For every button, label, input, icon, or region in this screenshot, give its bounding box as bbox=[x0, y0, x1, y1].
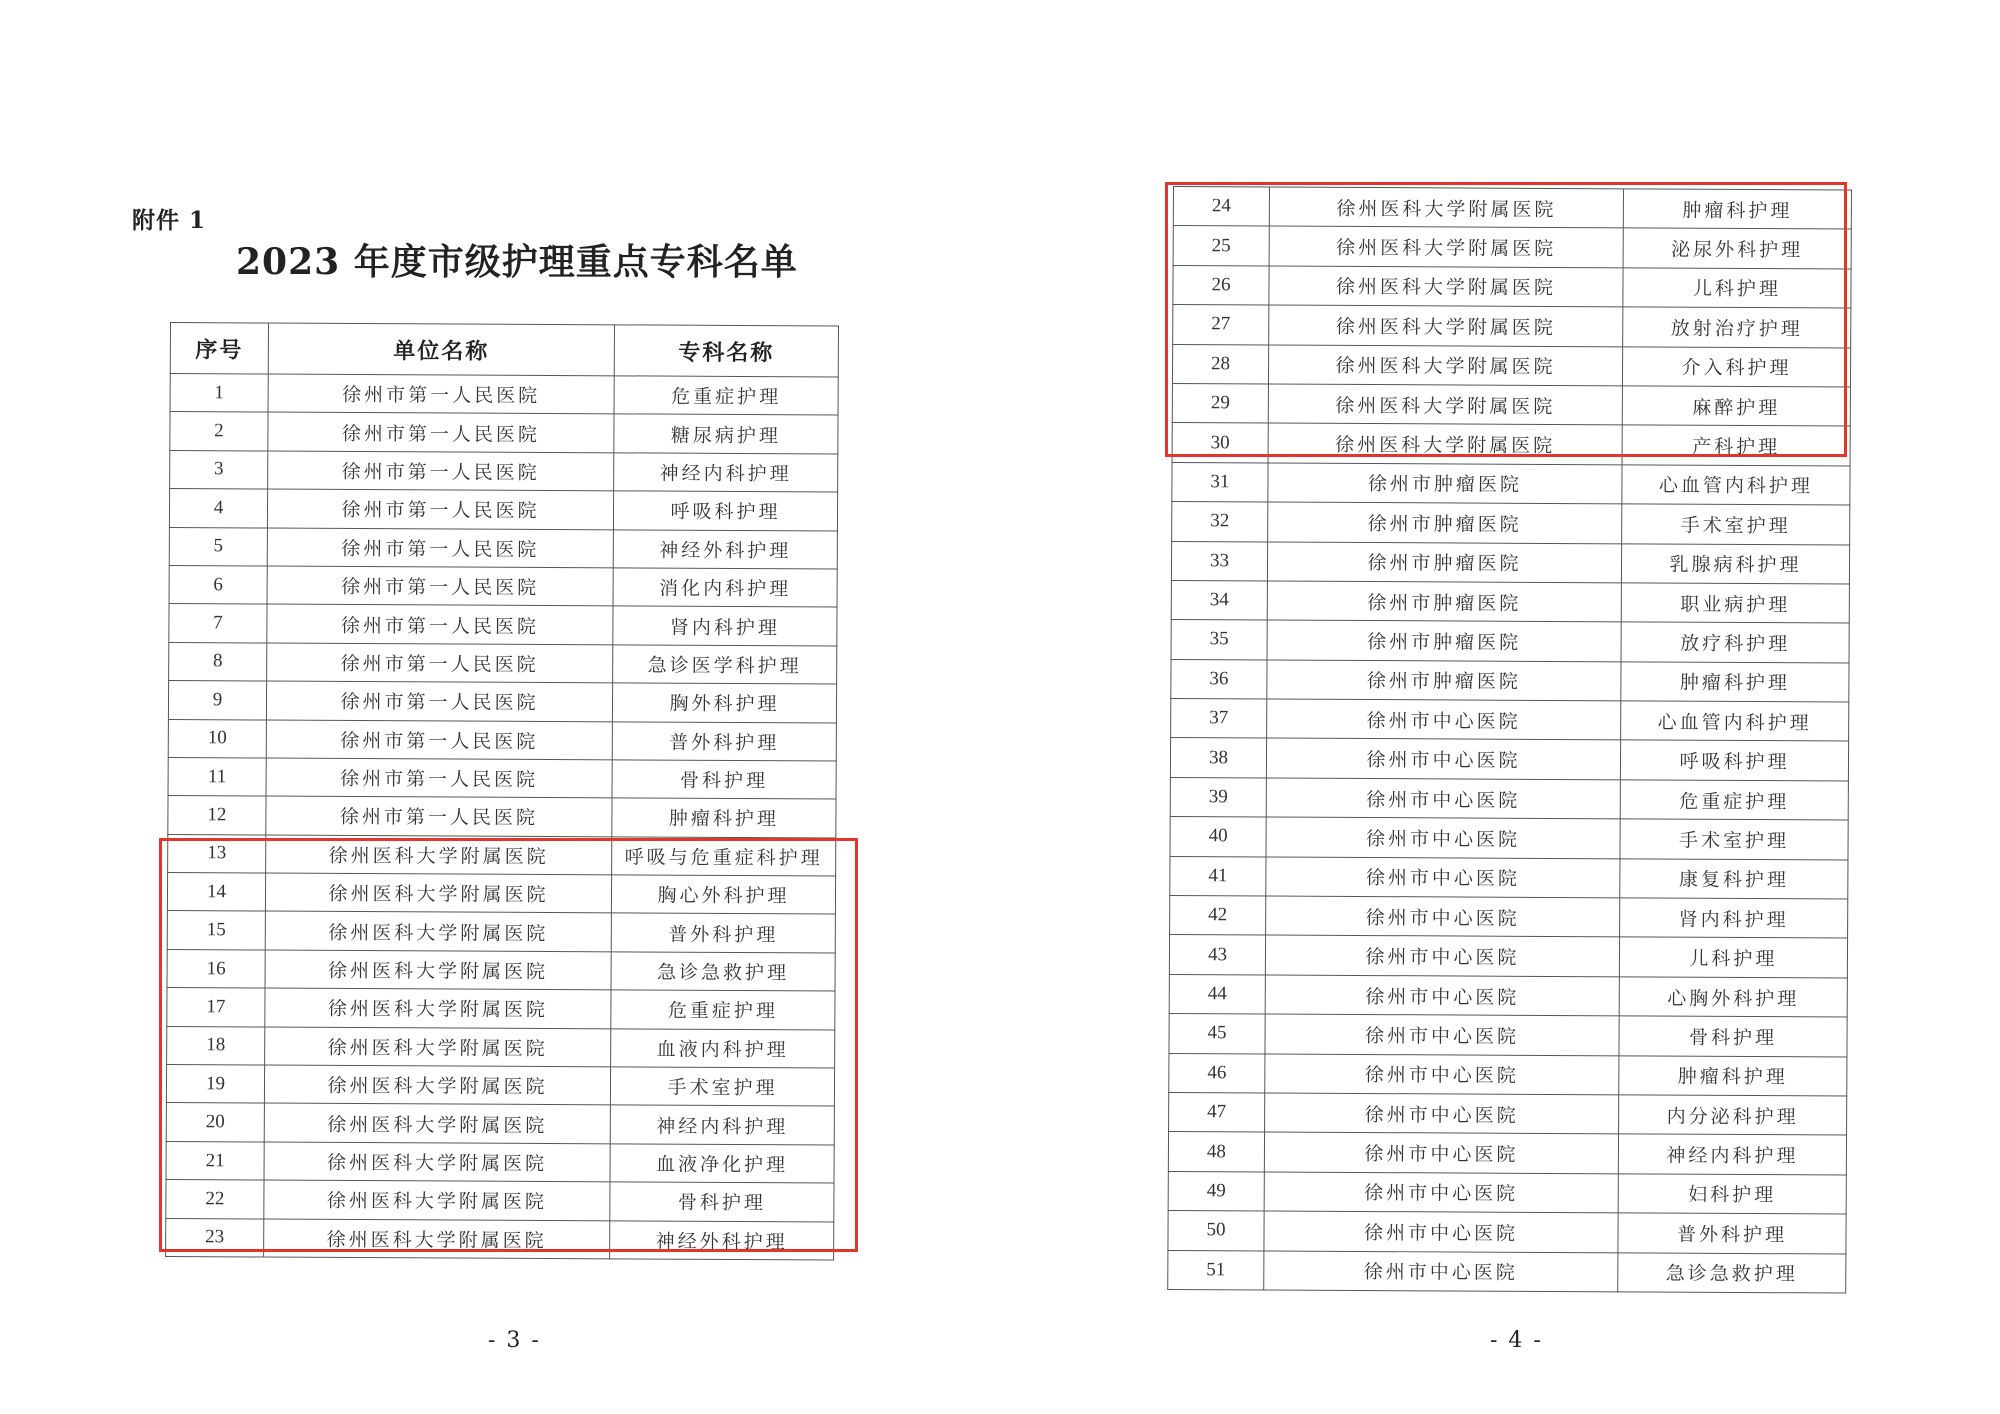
row-specialty: 手术室护理 bbox=[610, 1067, 834, 1107]
row-specialty: 康复科护理 bbox=[1620, 858, 1848, 899]
row-unit: 徐州市中心医院 bbox=[1264, 1251, 1618, 1292]
row-index: 39 bbox=[1170, 777, 1266, 817]
table-row bbox=[169, 527, 837, 569]
table-row bbox=[166, 1141, 834, 1183]
row-specialty: 呼吸科护理 bbox=[1620, 740, 1848, 781]
row-specialty: 急诊医学科护理 bbox=[613, 645, 837, 685]
row-unit: 徐州医科大学附属医院 bbox=[266, 835, 612, 875]
table-row bbox=[1168, 1250, 1846, 1293]
row-unit: 徐州市第一人民医院 bbox=[268, 374, 614, 414]
table-row bbox=[167, 911, 835, 953]
row-specialty: 放疗科护理 bbox=[1621, 622, 1849, 663]
row-index: 26 bbox=[1173, 265, 1269, 305]
row-unit: 徐州医科大学附属医院 bbox=[1269, 226, 1623, 267]
row-specialty: 普外科护理 bbox=[612, 721, 836, 761]
page-number-right: - 4 - bbox=[1490, 1328, 1543, 1353]
row-index: 20 bbox=[166, 1103, 264, 1142]
row-index: 33 bbox=[1171, 541, 1267, 581]
table-row bbox=[167, 873, 835, 915]
table-row bbox=[1169, 1014, 1847, 1057]
row-specialty: 心血管内科护理 bbox=[1622, 465, 1850, 506]
row-specialty: 骨科护理 bbox=[1619, 1016, 1847, 1057]
table-row bbox=[168, 681, 836, 723]
row-index: 44 bbox=[1169, 974, 1265, 1014]
row-specialty: 骨科护理 bbox=[612, 760, 836, 800]
specialty-table-left bbox=[165, 322, 839, 1260]
row-specialty: 普外科护理 bbox=[611, 913, 835, 953]
row-index: 14 bbox=[167, 873, 265, 912]
row-unit: 徐州市中心医院 bbox=[1266, 857, 1620, 898]
row-index: 38 bbox=[1170, 738, 1266, 778]
header-specialty: 专科名称 bbox=[614, 325, 838, 377]
row-index: 31 bbox=[1172, 462, 1268, 502]
row-index: 17 bbox=[167, 988, 265, 1027]
row-index: 47 bbox=[1169, 1092, 1265, 1132]
row-specialty: 神经内科护理 bbox=[610, 1105, 834, 1145]
row-unit: 徐州医科大学附属医院 bbox=[264, 1142, 610, 1182]
table-row bbox=[166, 1180, 834, 1222]
row-index: 51 bbox=[1168, 1250, 1264, 1290]
table-row bbox=[1171, 659, 1849, 702]
table-header-row bbox=[170, 323, 838, 377]
row-specialty: 危重症护理 bbox=[614, 376, 838, 416]
row-index: 43 bbox=[1169, 935, 1265, 975]
row-unit: 徐州市第一人民医院 bbox=[266, 681, 612, 721]
table-row bbox=[167, 988, 835, 1030]
row-index: 9 bbox=[168, 681, 266, 720]
table-row bbox=[1169, 935, 1847, 978]
table-row bbox=[1170, 896, 1848, 939]
row-unit: 徐州医科大学附属医院 bbox=[265, 1027, 611, 1067]
table-row bbox=[1172, 383, 1850, 426]
row-specialty: 糖尿病护理 bbox=[614, 414, 838, 454]
row-unit: 徐州市中心医院 bbox=[1265, 1093, 1619, 1134]
row-unit: 徐州医科大学附属医院 bbox=[265, 873, 611, 913]
row-index: 30 bbox=[1172, 423, 1268, 463]
row-specialty: 妇科护理 bbox=[1618, 1174, 1846, 1215]
row-unit: 徐州市中心医院 bbox=[1267, 699, 1621, 740]
row-unit: 徐州医科大学附属医院 bbox=[265, 988, 611, 1028]
row-specialty: 呼吸科护理 bbox=[613, 491, 837, 531]
row-index: 2 bbox=[170, 412, 268, 451]
row-specialty: 儿科护理 bbox=[1619, 937, 1847, 978]
row-index: 15 bbox=[167, 911, 265, 950]
header-index: 序号 bbox=[170, 323, 268, 375]
row-specialty: 血液净化护理 bbox=[610, 1144, 834, 1184]
row-specialty: 心胸外科护理 bbox=[1619, 977, 1847, 1018]
row-index: 45 bbox=[1169, 1014, 1265, 1054]
row-specialty: 肿瘤科护理 bbox=[612, 798, 836, 838]
table-row bbox=[1169, 1092, 1847, 1135]
row-unit: 徐州医科大学附属医院 bbox=[1269, 187, 1623, 228]
table-row bbox=[1173, 305, 1851, 348]
specialty-table-right bbox=[1167, 186, 1852, 1293]
row-unit: 徐州医科大学附属医院 bbox=[264, 1103, 610, 1143]
row-specialty: 肾内科护理 bbox=[613, 606, 837, 646]
row-unit: 徐州市中心医院 bbox=[1266, 778, 1620, 819]
table-row bbox=[167, 1026, 835, 1068]
table-row bbox=[1168, 1132, 1846, 1175]
row-index: 24 bbox=[1173, 187, 1269, 227]
row-index: 10 bbox=[168, 719, 266, 758]
row-index: 16 bbox=[167, 949, 265, 988]
row-unit: 徐州市中心医院 bbox=[1265, 975, 1619, 1016]
row-index: 42 bbox=[1170, 896, 1266, 936]
table-row bbox=[169, 565, 837, 607]
row-index: 28 bbox=[1172, 344, 1268, 384]
document-title: 2023 年度市级护理重点专科名单 bbox=[236, 241, 798, 283]
row-unit: 徐州市肿瘤医院 bbox=[1267, 660, 1621, 701]
row-specialty: 职业病护理 bbox=[1621, 583, 1849, 624]
table-row bbox=[1168, 1211, 1846, 1254]
table-row bbox=[168, 796, 836, 838]
row-index: 21 bbox=[166, 1141, 264, 1180]
table-row bbox=[1170, 777, 1848, 820]
row-specialty: 放射治疗护理 bbox=[1623, 307, 1851, 348]
row-specialty: 内分泌科护理 bbox=[1619, 1095, 1847, 1136]
row-specialty: 肿瘤科护理 bbox=[1621, 662, 1849, 703]
row-unit: 徐州市中心医院 bbox=[1265, 1054, 1619, 1095]
row-unit: 徐州市肿瘤医院 bbox=[1267, 542, 1621, 583]
row-specialty: 普外科护理 bbox=[1618, 1213, 1846, 1254]
document-page-right bbox=[1000, 0, 2000, 1414]
table-row bbox=[1171, 580, 1849, 623]
row-unit: 徐州医科大学附属医院 bbox=[1269, 266, 1623, 307]
row-specialty: 麻醉护理 bbox=[1622, 386, 1850, 427]
table-row bbox=[1172, 344, 1850, 387]
row-specialty: 肿瘤科护理 bbox=[1619, 1055, 1847, 1096]
row-index: 40 bbox=[1170, 817, 1266, 857]
row-index: 13 bbox=[168, 834, 266, 873]
row-index: 12 bbox=[168, 796, 266, 835]
row-unit: 徐州医科大学附属医院 bbox=[1268, 384, 1622, 425]
table-row bbox=[170, 450, 838, 492]
row-specialty: 胸外科护理 bbox=[612, 683, 836, 723]
table-row bbox=[1171, 620, 1849, 663]
row-unit: 徐州市第一人民医院 bbox=[267, 528, 613, 568]
row-unit: 徐州市第一人民医院 bbox=[266, 796, 612, 836]
table-row bbox=[170, 374, 838, 416]
row-specialty: 呼吸与危重症科护理 bbox=[612, 837, 836, 877]
table-row bbox=[168, 834, 836, 876]
row-specialty: 神经内科护理 bbox=[614, 453, 838, 493]
row-index: 5 bbox=[169, 527, 267, 566]
row-index: 41 bbox=[1170, 856, 1266, 896]
row-specialty: 急诊急救护理 bbox=[1618, 1252, 1846, 1293]
row-unit: 徐州市第一人民医院 bbox=[266, 720, 612, 760]
table-row bbox=[1169, 1053, 1847, 1096]
row-specialty: 泌尿外科护理 bbox=[1623, 228, 1851, 269]
attachment-label: 附件 1 bbox=[132, 207, 207, 234]
table-row bbox=[167, 949, 835, 991]
row-unit: 徐州市第一人民医院 bbox=[267, 566, 613, 606]
row-unit: 徐州医科大学附属医院 bbox=[265, 911, 611, 951]
row-index: 6 bbox=[169, 565, 267, 604]
table-row bbox=[1173, 187, 1851, 230]
table-row bbox=[168, 719, 836, 761]
row-specialty: 危重症护理 bbox=[611, 990, 835, 1030]
row-unit: 徐州医科大学附属医院 bbox=[264, 1219, 610, 1259]
row-index: 18 bbox=[167, 1026, 265, 1065]
row-unit: 徐州市第一人民医院 bbox=[267, 643, 613, 683]
row-specialty: 肿瘤科护理 bbox=[1623, 189, 1851, 230]
table-row bbox=[166, 1065, 834, 1107]
row-specialty: 儿科护理 bbox=[1623, 268, 1851, 309]
row-index: 7 bbox=[169, 604, 267, 643]
table-row bbox=[168, 757, 836, 799]
row-specialty: 手术室护理 bbox=[1622, 504, 1850, 545]
row-specialty: 心血管内科护理 bbox=[1621, 701, 1849, 742]
row-unit: 徐州市肿瘤医院 bbox=[1267, 620, 1621, 661]
row-specialty: 乳腺病科护理 bbox=[1621, 543, 1849, 584]
row-unit: 徐州市肿瘤医院 bbox=[1268, 463, 1622, 504]
row-specialty: 肾内科护理 bbox=[1620, 898, 1848, 939]
row-unit: 徐州市第一人民医院 bbox=[268, 451, 614, 491]
row-specialty: 介入科护理 bbox=[1622, 346, 1850, 387]
row-unit: 徐州市中心医院 bbox=[1265, 935, 1619, 976]
table-row bbox=[1171, 541, 1849, 584]
row-unit: 徐州医科大学附属医院 bbox=[265, 950, 611, 990]
row-unit: 徐州医科大学附属医院 bbox=[1268, 423, 1622, 464]
row-index: 48 bbox=[1168, 1132, 1264, 1172]
row-index: 11 bbox=[168, 757, 266, 796]
row-specialty: 神经内科护理 bbox=[1618, 1134, 1846, 1175]
table-row bbox=[1168, 1171, 1846, 1214]
row-index: 50 bbox=[1168, 1211, 1264, 1251]
row-specialty: 血液内科护理 bbox=[611, 1028, 835, 1068]
table-row bbox=[1173, 226, 1851, 269]
row-unit: 徐州市中心医院 bbox=[1266, 738, 1620, 779]
table-row bbox=[170, 412, 838, 454]
row-unit: 徐州市中心医院 bbox=[1264, 1211, 1618, 1252]
row-unit: 徐州市第一人民医院 bbox=[267, 604, 613, 644]
row-unit: 徐州市第一人民医院 bbox=[267, 489, 613, 529]
row-unit: 徐州医科大学附属医院 bbox=[264, 1180, 610, 1220]
row-unit: 徐州市肿瘤医院 bbox=[1267, 581, 1621, 622]
row-unit: 徐州市第一人民医院 bbox=[268, 412, 614, 452]
table-row bbox=[1172, 423, 1850, 466]
row-unit: 徐州医科大学附属医院 bbox=[264, 1065, 610, 1105]
row-index: 25 bbox=[1173, 226, 1269, 266]
row-unit: 徐州市中心医院 bbox=[1264, 1132, 1618, 1173]
row-index: 22 bbox=[166, 1180, 264, 1219]
row-index: 1 bbox=[170, 374, 268, 413]
table-row bbox=[169, 489, 837, 531]
row-unit: 徐州市中心医院 bbox=[1266, 817, 1620, 858]
row-index: 29 bbox=[1172, 383, 1268, 423]
table-row bbox=[169, 642, 837, 684]
row-unit: 徐州市中心医院 bbox=[1266, 896, 1620, 937]
row-specialty: 胸心外科护理 bbox=[611, 875, 835, 915]
row-index: 35 bbox=[1171, 620, 1267, 660]
row-specialty: 神经外科护理 bbox=[613, 529, 837, 569]
table-row bbox=[166, 1218, 834, 1260]
page-number-left: - 3 - bbox=[488, 1328, 541, 1353]
row-unit: 徐州市第一人民医院 bbox=[266, 758, 612, 798]
table-row bbox=[1170, 738, 1848, 781]
row-unit: 徐州市肿瘤医院 bbox=[1268, 502, 1622, 543]
table-row bbox=[1169, 974, 1847, 1017]
row-index: 23 bbox=[166, 1218, 264, 1257]
row-specialty: 急诊急救护理 bbox=[611, 952, 835, 992]
table-row bbox=[166, 1103, 834, 1145]
row-specialty: 产科护理 bbox=[1622, 425, 1850, 466]
row-index: 3 bbox=[170, 450, 268, 489]
table-row bbox=[169, 604, 837, 646]
table-row bbox=[1173, 265, 1851, 308]
row-unit: 徐州医科大学附属医院 bbox=[1268, 345, 1622, 386]
row-unit: 徐州医科大学附属医院 bbox=[1269, 305, 1623, 346]
table-row bbox=[1172, 462, 1850, 505]
row-specialty: 神经外科护理 bbox=[610, 1220, 834, 1260]
table-row bbox=[1171, 699, 1849, 742]
header-unit: 单位名称 bbox=[268, 323, 614, 376]
row-unit: 徐州市中心医院 bbox=[1264, 1172, 1618, 1213]
row-specialty: 手术室护理 bbox=[1620, 819, 1848, 860]
row-index: 49 bbox=[1168, 1171, 1264, 1211]
table-row bbox=[1172, 502, 1850, 545]
row-index: 37 bbox=[1171, 699, 1267, 739]
table-row bbox=[1170, 856, 1848, 899]
row-index: 4 bbox=[169, 489, 267, 528]
row-index: 19 bbox=[166, 1065, 264, 1104]
row-index: 32 bbox=[1172, 502, 1268, 542]
row-index: 34 bbox=[1171, 580, 1267, 620]
row-specialty: 骨科护理 bbox=[610, 1182, 834, 1222]
row-specialty: 危重症护理 bbox=[1620, 780, 1848, 821]
row-unit: 徐州市中心医院 bbox=[1265, 1014, 1619, 1055]
row-index: 8 bbox=[169, 642, 267, 681]
row-index: 36 bbox=[1171, 659, 1267, 699]
row-index: 27 bbox=[1173, 305, 1269, 345]
table-row bbox=[1170, 817, 1848, 860]
row-specialty: 消化内科护理 bbox=[613, 568, 837, 608]
row-index: 46 bbox=[1169, 1053, 1265, 1093]
